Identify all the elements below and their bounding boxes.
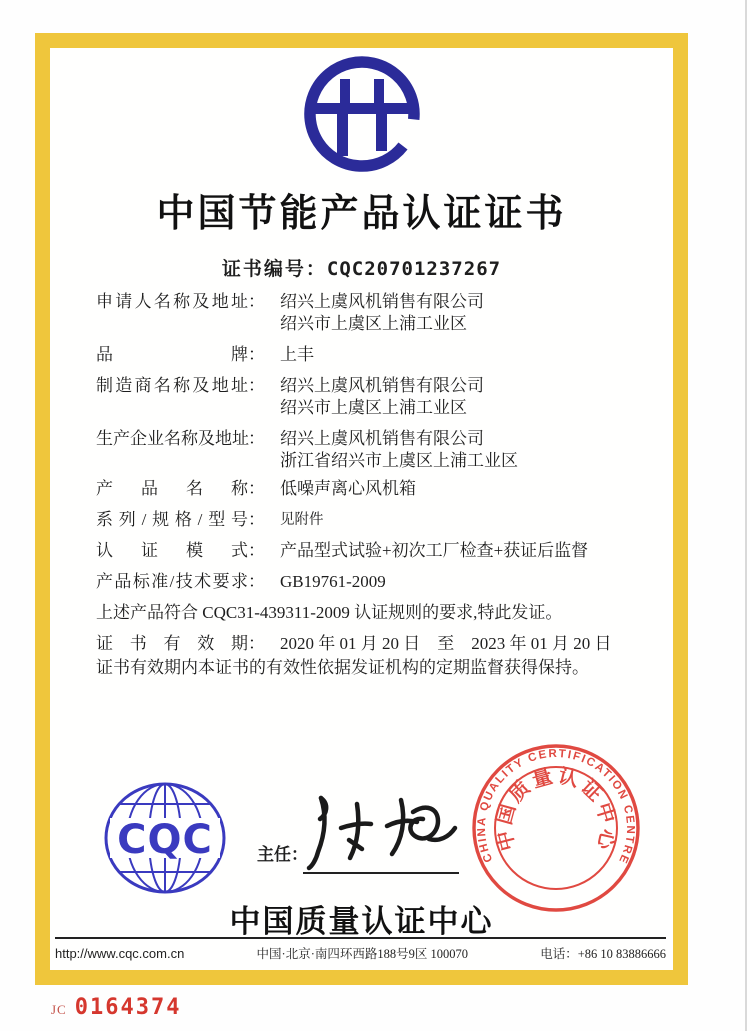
- certificate-number-label: 证书编号：: [221, 259, 327, 280]
- validity-dates: 2020 年 01 月 20 日 至 2023 年 01 月 20 日: [280, 634, 612, 653]
- director-signature-handwriting: [305, 790, 465, 872]
- field-label: 制造商名称及地址: [96, 376, 248, 395]
- certificate-number-line: [50, 254, 673, 281]
- field-label: 认证模式: [96, 541, 248, 560]
- seal-english-text: CHINA QUALITY CERTIFICATION CENTRE: [475, 747, 637, 865]
- certificate-serial-number: [51, 995, 181, 1020]
- field-label: 申请人名称及地址: [96, 292, 248, 311]
- field-label: 证书有效期: [96, 634, 248, 653]
- seal-chinese-text: 中国质量认证中心: [493, 765, 619, 853]
- certificate-gold-border: [35, 33, 688, 985]
- field-value: 低噪声离心风机箱: [280, 479, 416, 498]
- field-value: 绍兴上虞风机销售有限公司 绍兴市上虞区上浦工业区: [280, 376, 484, 417]
- field-label: 生产企业名称及地址: [96, 429, 249, 448]
- field-value: 见附件: [280, 512, 324, 528]
- director-label: 主任：: [257, 845, 308, 864]
- cqc-globe-icon: [103, 781, 227, 895]
- field-row-product-standard: 产品标准/技术要求： GB19761-2009: [96, 571, 655, 593]
- signature-line: [303, 872, 459, 874]
- field-row-validity: 证书有效期： 2020 年 01 月 20 日 至 2023 年 01 月 20 日: [96, 633, 655, 655]
- field-row-factory: 生产企业名称及地址： 绍兴上虞风机销售有限公司 浙江省绍兴市上虞区上浦工业区: [96, 428, 655, 472]
- field-value: 上丰: [280, 345, 314, 364]
- footer-website: http://www.cqc.com.cn: [55, 946, 185, 961]
- footer-divider: [55, 937, 666, 939]
- footer-phone: 电话：+86 10 83886666: [540, 947, 666, 961]
- certificate-fields: [96, 291, 655, 688]
- svg-text:中国质量认证中心: [492, 764, 621, 853]
- field-row-brand: 品牌： 上丰: [96, 344, 655, 366]
- field-label: 系列/规格/型号: [96, 510, 248, 529]
- issuing-organization-name: 中国质量认证中心: [229, 904, 494, 939]
- field-label: 产品标准/技术要求: [96, 572, 248, 591]
- field-value: 绍兴上虞风机销售有限公司 浙江省绍兴市上虞区上浦工业区: [280, 429, 518, 470]
- field-value: GB19761-2009: [280, 572, 386, 591]
- field-value: 绍兴上虞风机销售有限公司 绍兴市上虞区上浦工业区: [280, 292, 484, 333]
- field-row-applicant: 申请人名称及地址： 绍兴上虞风机销售有限公司 绍兴市上虞区上浦工业区: [96, 291, 655, 335]
- certificate-title: 中国节能产品认证证书: [156, 193, 567, 235]
- serial-prefix: JC: [51, 1002, 67, 1017]
- cqc-logo-text: CQC: [117, 817, 213, 863]
- field-row-manufacturer: 制造商名称及地址： 绍兴上虞风机销售有限公司 绍兴市上虞区上浦工业区: [96, 375, 655, 419]
- scan-edge-artifact: [745, 0, 747, 1031]
- certificate-number-value: CQC20701237267: [326, 258, 502, 280]
- field-label: 品牌: [96, 345, 248, 364]
- validity-note: 证书有效期内本证书的有效性依据发证机构的定期监督获得保持。: [96, 658, 589, 677]
- field-value: 产品型式试验+初次工厂检查+获证后监督: [280, 541, 589, 560]
- compliance-statement: 上述产品符合 CQC31-439311-2009 认证规则的要求,特此发证。: [96, 603, 563, 622]
- field-row-series-model: 系列/规格/型号： 见附件: [96, 509, 655, 531]
- serial-digits: 0164374: [74, 995, 182, 1020]
- footer-address: 中国·北京·南四环西路188号9区 100070: [256, 947, 468, 961]
- energy-saving-logo-icon: [300, 52, 424, 176]
- field-row-product-name: 产品名称： 低噪声离心风机箱: [96, 478, 655, 500]
- red-seal-icon: [470, 742, 642, 914]
- field-row-certification-mode: 认证模式： 产品型式试验+初次工厂检查+获证后监督: [96, 540, 655, 562]
- field-label: 产品名称: [96, 479, 248, 498]
- footer-contact-row: [55, 944, 666, 962]
